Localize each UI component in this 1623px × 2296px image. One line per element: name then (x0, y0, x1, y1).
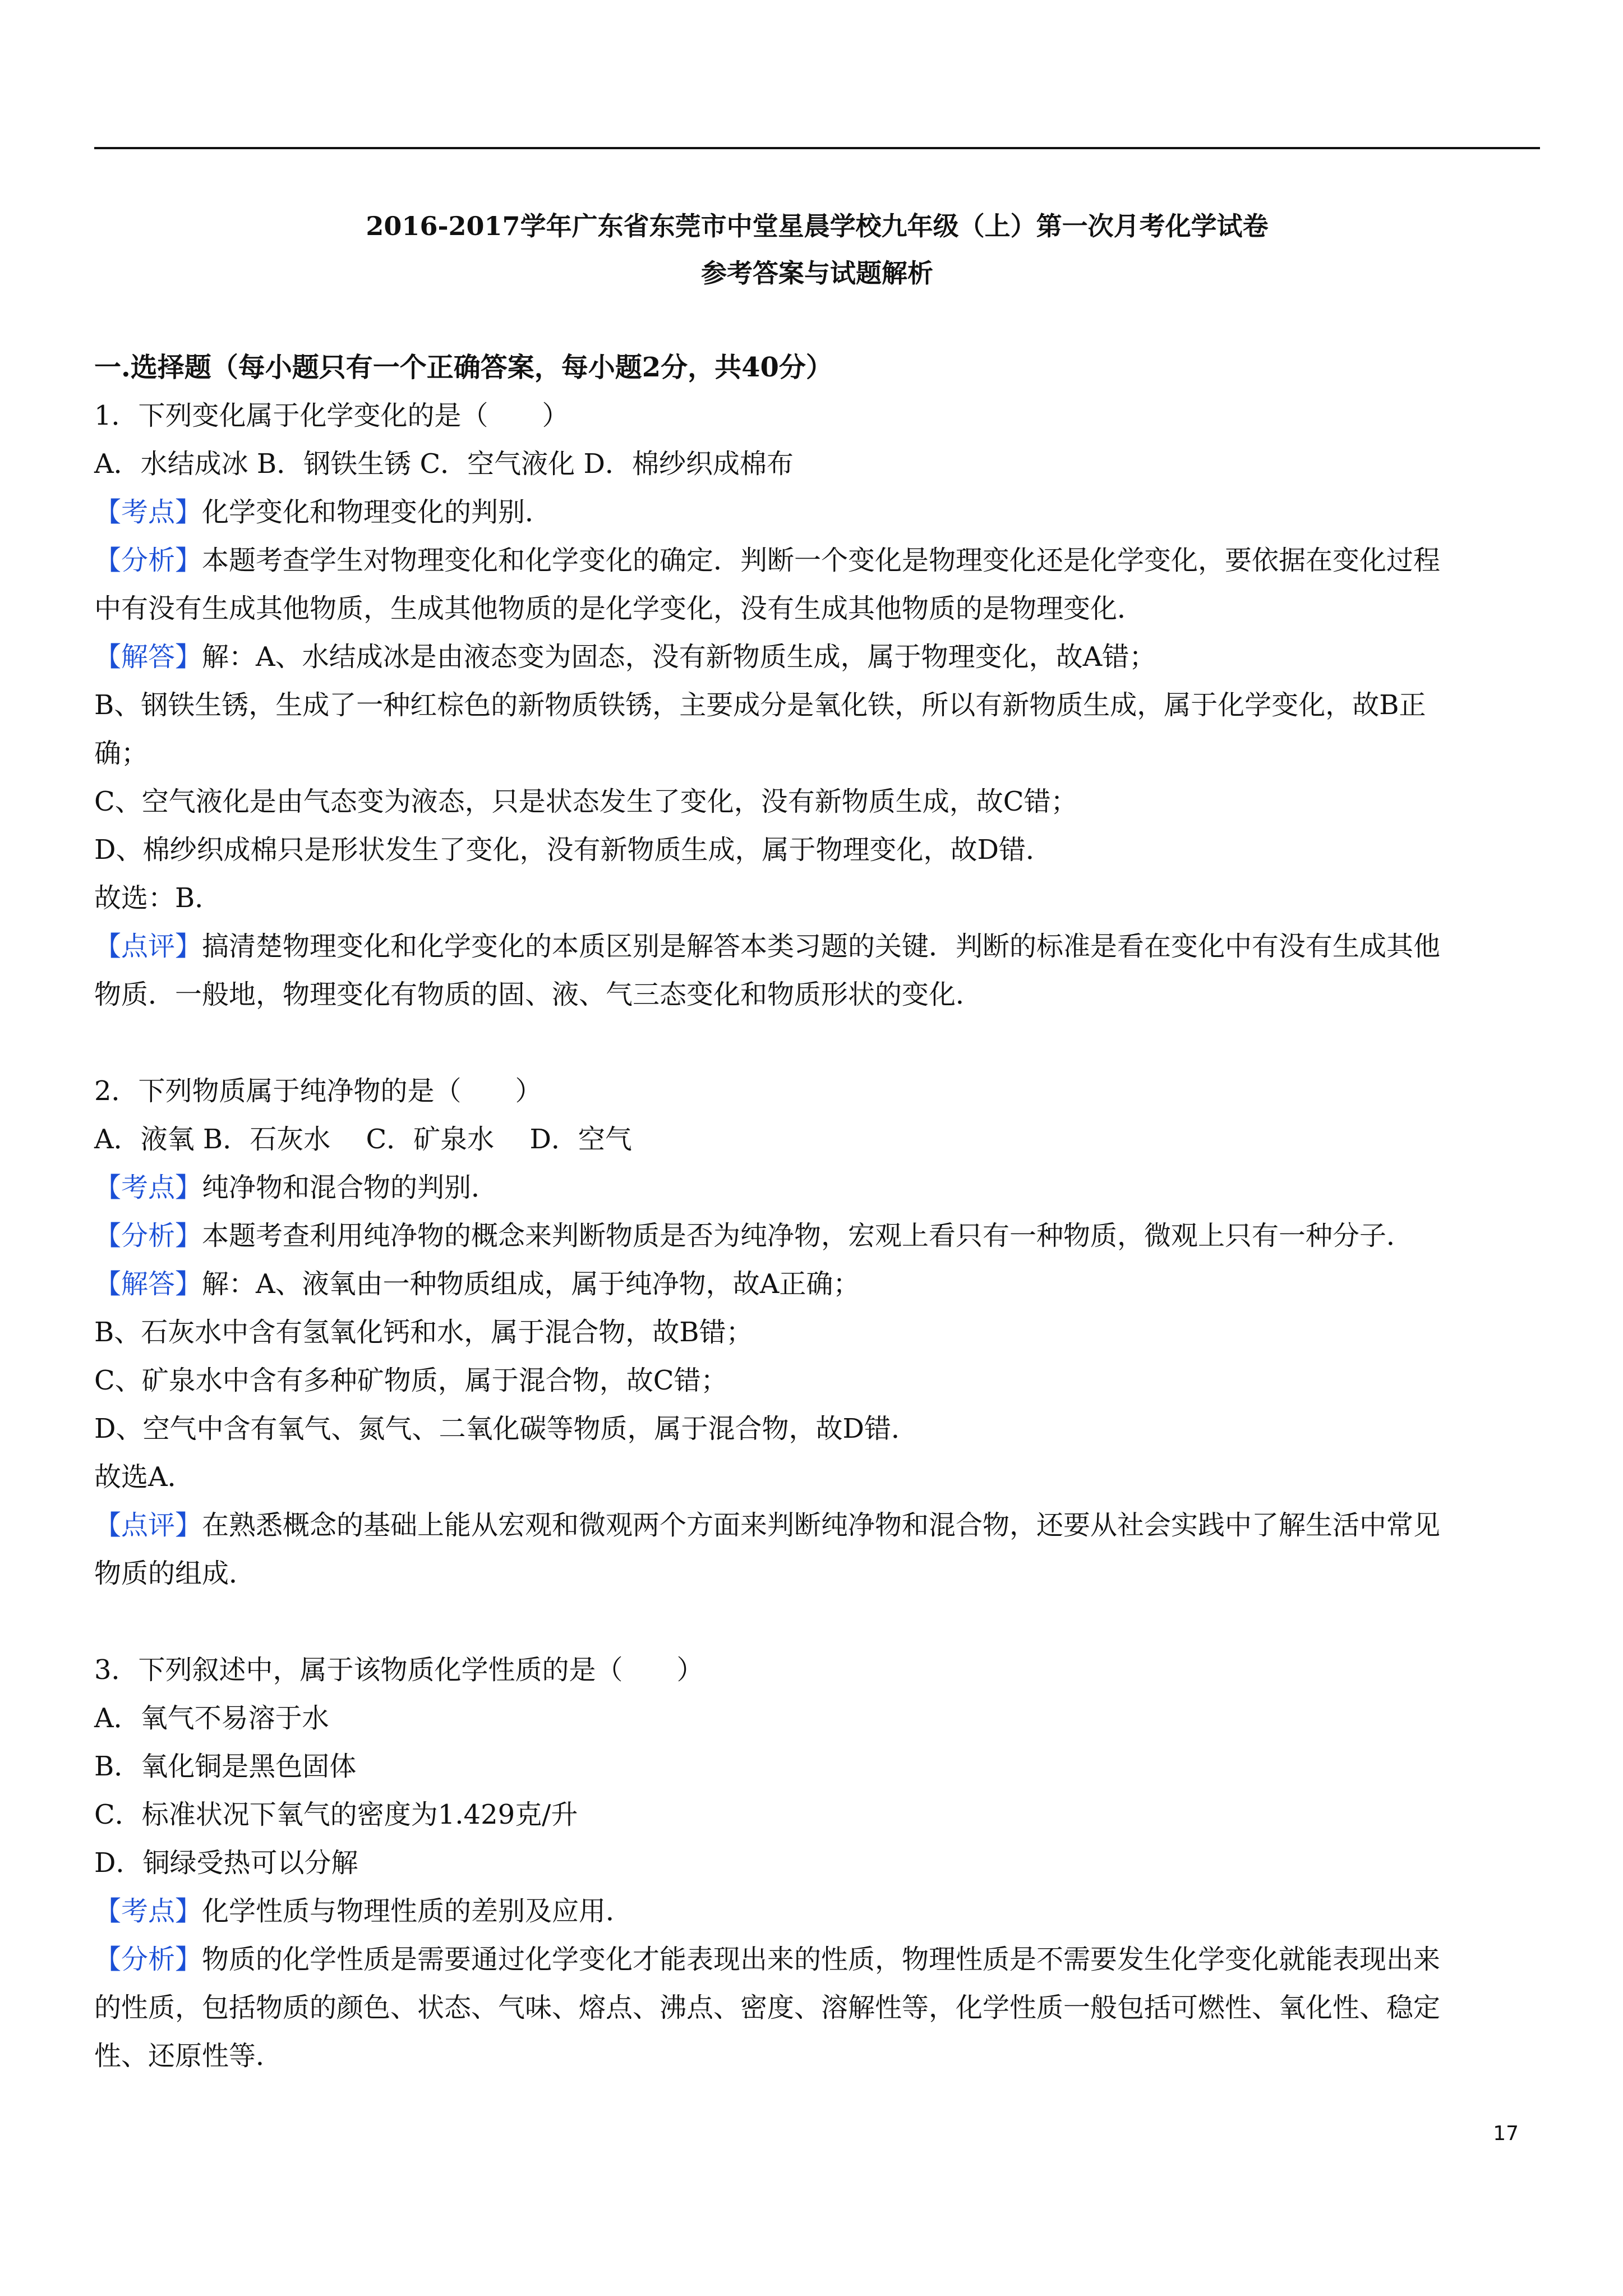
q1-fenxi-text-2: 中有没有生成其他物质，生成其他物质的是化学变化，没有生成其他物质的是物理变化． (94, 593, 1145, 624)
kaodian-tag: 【考点】 (94, 1895, 202, 1927)
q3-kaodian-text: 化学性质与物理性质的差别及应用． (202, 1895, 633, 1927)
q2-kaodian-text: 纯净物和混合物的判别． (202, 1172, 499, 1203)
q2-kaodian (94, 1163, 1540, 1212)
q1-dianping-text-1: 搞清楚物理变化和化学变化的本质区别是解答本类习题的关键．判断的标准是看在变化中有没有生成其他 (202, 931, 1441, 962)
q2-jieda-text-1: 解：A、液氧由一种物质组成，属于纯净物，故A正确； (202, 1268, 860, 1300)
q2-jieda-text-3: C、矿泉水中含有多种矿物质，属于混合物，故C错； (94, 1365, 728, 1396)
fenxi-tag: 【分析】 (94, 1220, 202, 1251)
q1-jieda-text-1: 解：A、水结成冰是由液态变为固态，没有新物质生成，属于物理变化，故A错； (202, 641, 1156, 673)
q2-jieda-text-4: D、空气中含有氧气、氮气、二氧化碳等物质，属于混合物，故D错． (94, 1413, 918, 1444)
q1-jieda-text-5: D、棉纱织成棉只是形状发生了变化，没有新物质生成，属于物理变化，故D错． (94, 834, 1053, 866)
q1-jieda-text-2: B、钢铁生锈，生成了一种红棕色的新物质铁锈，主要成分是氧化铁，所以有新物质生成，属于化学变化，故B正 (94, 689, 1426, 721)
q2-dianping (94, 1501, 1540, 1549)
q3-stem: 3．下列叙述中，属于该物质化学性质的是（ ） (94, 1654, 704, 1686)
document-title: 2016-2017学年广东省东莞市中堂星晨学校九年级（上）第一次月考化学试卷 (366, 211, 1269, 241)
q3-option-b: B．氧化铜是黑色固体 (94, 1751, 357, 1782)
q2-options: A．液氧 B．石灰水 C．矿泉水 D．空气 (94, 1124, 632, 1155)
q3-option-a: A．氧气不易溶于水 (94, 1703, 329, 1734)
q2-stem: 2．下列物质属于纯净物的是（ ） (94, 1075, 542, 1107)
document-subtitle: 参考答案与试题解析 (701, 258, 933, 288)
q1-jieda-text-3: 确； (94, 738, 149, 769)
q2-jieda-text-2: B、石灰水中含有氢氧化钙和水，属于混合物，故B错； (94, 1317, 753, 1348)
q1-jieda-text-4: C、空气液化是由气态变为液态，只是状态发生了变化，没有新物质生成，故C错； (94, 786, 1078, 817)
q2-dianping-text-2: 物质的组成． (94, 1558, 256, 1589)
q2-fenxi-text-1: 本题考查利用纯净物的概念来判断物质是否为纯净物，宏观上看只有一种物质，微观上只有一种分子． (202, 1220, 1414, 1251)
q2-answer: 故选A． (94, 1461, 195, 1493)
q2-dianping-text-1: 在熟悉概念的基础上能从宏观和微观两个方面来判断纯净物和混合物，还要从社会实践中了解生活中常见 (202, 1510, 1441, 1541)
section-heading: 一.选择题（每小题只有一个正确答案，每小题2分，共40分） (94, 352, 833, 383)
document-body (94, 343, 1540, 2080)
q1-dianping-text-2: 物质．一般地，物理变化有物质的固、液、气三态变化和物质形状的变化． (94, 979, 983, 1010)
q3-fenxi-text-3: 性、还原性等． (94, 2040, 283, 2072)
q3-option-c: C．标准状况下氧气的密度为1.429克/升 (94, 1799, 578, 1830)
fenxi-tag: 【分析】 (94, 545, 202, 576)
q3-fenxi (94, 1935, 1540, 1984)
q1-dianping (94, 922, 1540, 970)
kaodian-tag: 【考点】 (94, 1172, 202, 1203)
fenxi-tag: 【分析】 (94, 1944, 202, 1975)
q1-kaodian-text: 化学变化和物理变化的判别． (202, 496, 552, 528)
jieda-tag: 【解答】 (94, 1268, 202, 1300)
q3-kaodian (94, 1887, 1540, 1935)
q1-jieda (94, 633, 1540, 681)
page-number: 17 (1493, 2122, 1519, 2145)
q1-options: A．水结成冰 B．钢铁生锈 C．空气液化 D．棉纱织成棉布 (94, 448, 794, 480)
q2-fenxi (94, 1212, 1540, 1260)
q2-jieda (94, 1260, 1540, 1308)
dianping-tag: 【点评】 (94, 1510, 202, 1541)
kaodian-tag: 【考点】 (94, 496, 202, 528)
jieda-tag: 【解答】 (94, 641, 202, 673)
header-rule (94, 147, 1540, 149)
q1-stem: 1．下列变化属于化学变化的是（ ） (94, 400, 569, 431)
q1-fenxi-text-1: 本题考查学生对物理变化和化学变化的确定．判断一个变化是物理变化还是化学变化，要依据在变化过程 (202, 545, 1441, 576)
q1-kaodian (94, 488, 1540, 536)
q3-fenxi-text-1: 物质的化学性质是需要通过化学变化才能表现出来的性质，物理性质是不需要发生化学变化就能表现出来 (202, 1944, 1441, 1975)
q3-fenxi-text-2: 的性质，包括物质的颜色、状态、气味、熔点、沸点、密度、溶解性等，化学性质一般包括可燃性、氧化性、稳定 (94, 1992, 1441, 2023)
q1-fenxi (94, 536, 1540, 585)
dianping-tag: 【点评】 (94, 931, 202, 962)
q3-option-d: D．铜绿受热可以分解 (94, 1847, 358, 1879)
q1-answer: 故选：B． (94, 882, 222, 914)
spacer (94, 1598, 1540, 1646)
spacer (94, 1019, 1540, 1067)
